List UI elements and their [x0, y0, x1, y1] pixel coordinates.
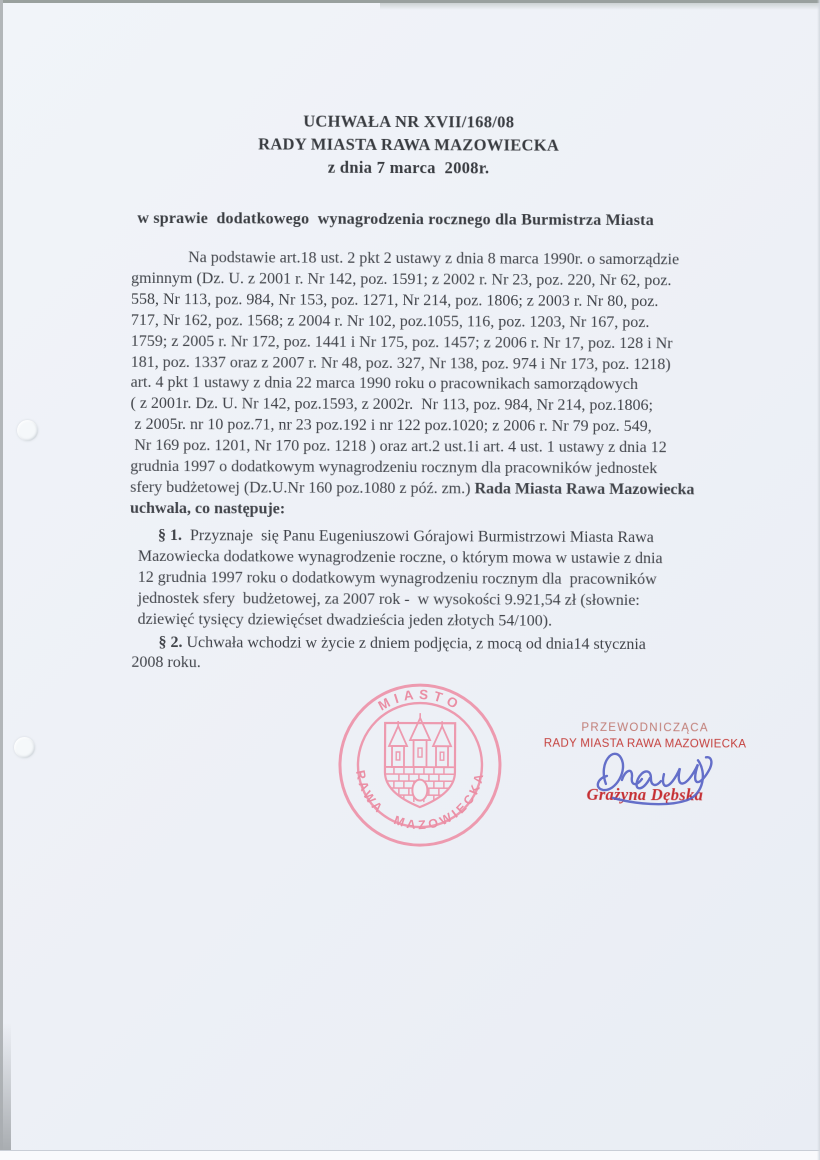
- preamble-line: 1759; z 2005 r. Nr 172, poz. 1441 i Nr 175, poz. 1457; z 2006 r. Nr 17, poz. 128 i Nr: [130, 332, 673, 352]
- preamble-line: grudnia 1997 o dodatkowym wynagrodzeniu rocznym dla pracowników jednostek: [130, 457, 658, 478]
- preamble-line: z 2005r. nr 10 poz.71, nr 23 poz.192 i nr 122 poz.1020; z 2006 r. Nr 79 poz. 549,: [130, 416, 652, 436]
- section-2-marker: § 2.: [158, 633, 183, 652]
- section-1-marker: § 1.: [157, 526, 183, 545]
- enacting-clause: uchwala, co następuje:: [130, 499, 286, 518]
- preamble-line: [130, 478, 694, 501]
- signature-block: [522, 722, 768, 833]
- city-seal-stamp-icon: [324, 676, 517, 855]
- signer-name: Grażyna Dębska: [586, 784, 704, 805]
- preamble-line: art. 4 pkt 1 ustawy z dnia 22 marca 1990 roku o pracownikach samorządowych: [130, 374, 639, 394]
- preamble-line: 558, Nr 113, poz. 984, Nr 153, poz. 1271, Nr 214, poz. 1806; z 2003 r. Nr 80, poz.: [130, 290, 659, 310]
- stamp-bottom-text: RAWA MAZOWIECKA: [353, 769, 487, 833]
- punch-hole: [14, 737, 35, 758]
- section-1-line: dziewięć tysięcy dziewięćset dwadzieścia jeden złotych 54/100).: [137, 610, 553, 630]
- issuer-name: Rada Miasta Rawa Mazowiecka: [474, 480, 695, 499]
- preamble-line: 717, Nr 162, poz. 1568; z 2004 r. Nr 102, poz.1055, 116, poz. 1203, Nr 167, poz.: [130, 311, 650, 331]
- preamble: [130, 248, 695, 522]
- scan-edge-left-shadow: [0, 1022, 11, 1152]
- title-line-date: z dnia 7 marca 2008r.: [327, 157, 490, 178]
- section-2-line: § 2. Uchwała wchodzi w życie z dniem podjęcia, z mocą od dnia14 stycznia: [158, 633, 646, 654]
- punch-hole: [17, 420, 38, 441]
- preamble-line: Nr 169 poz. 1201, Nr 170 poz. 1218 ) oraz art.2 ust.1i art. 4 ust. 1 ustawy z dnia 12: [130, 436, 667, 457]
- scan-edge-bottom: [0, 1150, 820, 1160]
- signer-role-line-2: RADY MIASTA RAWA MAZOWIECKA: [543, 737, 747, 751]
- section-1-line: 12 grudnia 1997 roku o dodatkowym wynagrodzeniu rocznym dla pracowników: [137, 568, 657, 588]
- preamble-line: ( z 2001r. Dz. U. Nr 142, poz.1593, z 2002r. Nr 113, poz. 984, Nr 214, poz.1806;: [130, 395, 654, 415]
- title-line-council-name: RADY MIASTA RAWA MAZOWIECKA: [258, 134, 560, 155]
- scan-edge-left: [0, 0, 3, 1160]
- section-1: [138, 526, 663, 633]
- section-2-line: 2008 roku.: [131, 654, 201, 672]
- handwritten-signature: [576, 740, 726, 811]
- preamble-text: sfery budżetowej (Dz.U.Nr 160 poz.1080 z póź. zm.): [130, 478, 475, 498]
- signer-role-line-1: PRZEWODNICZĄCA: [581, 721, 709, 735]
- preamble-line: 181, poz. 1337 oraz z 2007 r. Nr 48, poz. 327, Nr 138, poz. 974 i Nr 173, poz. 1218): [130, 353, 671, 373]
- scan-edge-top-shadow: [380, 3, 820, 10]
- stamp-top-text: MIASTO: [375, 686, 465, 714]
- preamble-line: Na podstawie art.18 ust. 2 pkt 2 ustawy z dnia 8 marca 1990r. o samorządzie: [188, 249, 680, 269]
- subject-line: w sprawie dodatkowego wynagrodzenia rocznego dla Burmistrza Miasta: [137, 209, 654, 230]
- title-line-resolution-number: UCHWAŁA NR XVII/168/08: [303, 111, 515, 132]
- section-1-line: Mazowiecka dodatkowe wynagrodzenie roczne, o którym mowa w ustawie z dnia: [137, 547, 663, 568]
- section-1-line: jednostek sfery budżetowej, za 2007 rok - w wysokości 9.921,54 zł (słownie:: [137, 589, 640, 609]
- document-title: [1, 108, 817, 181]
- preamble-line: gminnym (Dz. U. z 2001 r. Nr 142, poz. 1591; z 2002 r. Nr 23, poz. 220, Nr 62, poz.: [131, 269, 672, 290]
- section-1-line: § 1. Przyznaje się Panu Eugeniuszowi Górajowi Burmistrzowi Miasta Rawa: [157, 526, 654, 547]
- section-2: [131, 633, 646, 676]
